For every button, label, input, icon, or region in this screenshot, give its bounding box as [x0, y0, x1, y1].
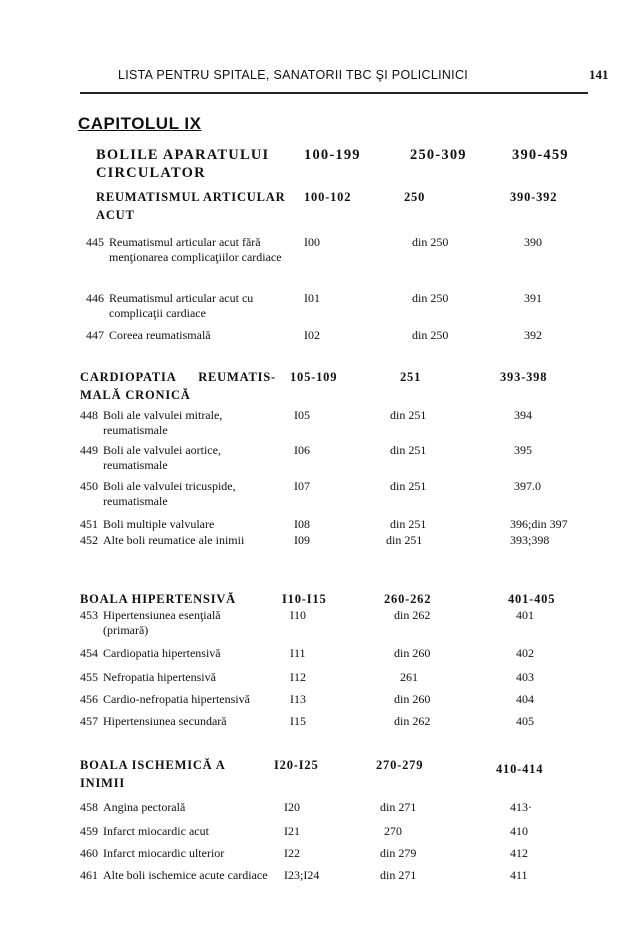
- subsection-icd9cm-range: 410-414: [496, 762, 544, 776]
- row-name: Reumatismul articular acut fără menţionarea complicaţiilor cardiace: [109, 235, 282, 264]
- table-row: [0, 692, 638, 708]
- table-row: [0, 291, 638, 325]
- row-icd9cm: 402: [516, 646, 534, 660]
- row-name: Cardio-nefropatia hipertensivă: [103, 692, 250, 706]
- row-number: 451: [80, 517, 98, 531]
- row-icd10: I00: [304, 235, 320, 249]
- row-icd9cm: 397.0: [514, 479, 541, 493]
- row-icd10: I10: [290, 608, 306, 622]
- subsection-title: BOALA HIPERTENSIVĂ: [80, 592, 237, 606]
- row-icd9: din 279: [380, 846, 417, 860]
- row-icd9cm: 393;398: [510, 533, 550, 547]
- row-name: Boli ale valvulei tricuspide, reumatismale: [103, 479, 236, 508]
- page-number: 141: [589, 67, 609, 82]
- row-number: 445: [86, 235, 104, 249]
- row-icd9cm: 411: [510, 868, 528, 882]
- row-name: Boli ale valvulei mitrale, reumatismale: [103, 408, 223, 437]
- row-icd9cm: 405: [516, 714, 534, 728]
- subsection-icd10-range: 105-109: [290, 370, 338, 384]
- table-row: [0, 868, 638, 900]
- row-icd10: I02: [304, 328, 320, 342]
- row-icd10: I06: [294, 443, 310, 457]
- subsection-title: CARDIOPATIA REUMATIS-MALĂ CRONICĂ: [80, 370, 276, 402]
- row-number: 459: [80, 824, 98, 838]
- row-number: 448: [80, 408, 98, 422]
- table-row: [0, 408, 638, 440]
- row-name: Cardiopatia hipertensivă: [103, 646, 221, 660]
- row-name: Infarct miocardic acut: [103, 824, 209, 838]
- subsection-heading: [0, 756, 638, 792]
- row-icd9: din 260: [394, 646, 431, 660]
- row-icd9cm: 395: [514, 443, 532, 457]
- row-icd10: I01: [304, 291, 320, 305]
- subsection-icd9cm-range: 393-398: [500, 370, 548, 384]
- row-icd10: I09: [294, 533, 310, 547]
- row-icd9: 261: [400, 670, 418, 684]
- row-name: Nefropatia hipertensivă: [103, 670, 216, 684]
- section-title: BOLILE APARATULUI CIRCULATOR: [96, 147, 270, 181]
- row-number: 449: [80, 443, 98, 457]
- subsection-icd9-range: 250: [404, 190, 426, 204]
- row-number: 456: [80, 692, 98, 706]
- subsection-icd10-range: 100-102: [304, 190, 352, 204]
- row-icd10: I21: [284, 824, 300, 838]
- subsection-icd9cm-range: 390-392: [510, 190, 558, 204]
- row-icd9cm: 413·: [510, 800, 532, 814]
- subsection-title: BOALA ISCHEMICĂ A INIMII: [80, 758, 225, 790]
- section-icd10-range: 100-199: [304, 147, 361, 163]
- table-row: [0, 646, 638, 662]
- subsection-heading: [0, 368, 638, 404]
- row-icd9: din 262: [394, 608, 431, 622]
- table-row: [0, 670, 638, 686]
- row-icd9: din 262: [394, 714, 431, 728]
- row-number: 453: [80, 608, 98, 622]
- table-row: [0, 517, 638, 533]
- row-icd9cm: 391: [524, 291, 542, 305]
- subsection-heading: [0, 590, 638, 608]
- row-number: 454: [80, 646, 98, 660]
- row-number: 458: [80, 800, 98, 814]
- row-icd10: I15: [290, 714, 306, 728]
- row-name: Angina pectorală: [103, 800, 186, 814]
- row-number: 461: [80, 868, 98, 882]
- section-icd9cm-range: 390-459: [512, 147, 569, 163]
- row-icd9cm: 410: [510, 824, 528, 838]
- section-icd9-range: 250-309: [410, 147, 467, 163]
- chapter-title: CAPITOLUL IX: [78, 114, 202, 133]
- row-icd9cm: 403: [516, 670, 534, 684]
- row-name: Alte boli ischemice acute cardiace: [103, 868, 268, 882]
- row-icd9: din 250: [412, 328, 449, 342]
- row-icd9cm: 392: [524, 328, 542, 342]
- subsection-icd10-range: I20-I25: [274, 758, 319, 772]
- row-icd10: I22: [284, 846, 300, 860]
- row-icd10: I05: [294, 408, 310, 422]
- row-number: 452: [80, 533, 98, 547]
- row-icd9cm: 396;din 397: [510, 517, 568, 531]
- row-name: Alte boli reumatice ale inimii: [103, 533, 245, 547]
- running-header: LISTA PENTRU SPITALE, SANATORII TBC ŞI POLICLINICI: [118, 68, 469, 82]
- row-number: 447: [86, 328, 104, 342]
- row-icd10: I20: [284, 800, 300, 814]
- row-name: Hipertensiunea esenţială (primară): [103, 608, 221, 637]
- row-icd9: din 251: [386, 533, 423, 547]
- table-row: [0, 479, 638, 511]
- table-row: [0, 235, 638, 285]
- row-icd9cm: 412: [510, 846, 528, 860]
- row-icd9: din 260: [394, 692, 431, 706]
- table-row: [0, 533, 638, 565]
- section-heading: [0, 146, 638, 186]
- table-row: [0, 328, 638, 345]
- row-icd9: din 250: [412, 291, 449, 305]
- row-icd9: din 251: [390, 479, 427, 493]
- subsection-icd9-range: 251: [400, 370, 422, 384]
- row-name: Infarct miocardic ulterior: [103, 846, 225, 860]
- row-number: 457: [80, 714, 98, 728]
- row-icd9cm: 390: [524, 235, 542, 249]
- row-icd9: din 251: [390, 443, 427, 457]
- row-icd9: din 271: [380, 868, 417, 882]
- row-icd9: din 250: [412, 235, 449, 249]
- row-icd9cm: 404: [516, 692, 534, 706]
- header-rule: [80, 92, 588, 94]
- row-icd9cm: 394: [514, 408, 532, 422]
- row-name: Boli ale valvulei aortice, reumatismale: [103, 443, 221, 472]
- row-icd10: I12: [290, 670, 306, 684]
- row-icd10: I23;I24: [284, 868, 320, 882]
- row-icd9cm: 401: [516, 608, 534, 622]
- row-icd9: din 251: [390, 408, 427, 422]
- row-icd9: din 251: [390, 517, 427, 531]
- table-row: [0, 800, 638, 816]
- row-name: Coreea reumatismală: [109, 328, 211, 342]
- row-icd9: din 271: [380, 800, 417, 814]
- row-number: 450: [80, 479, 98, 493]
- subsection-icd9-range: 270-279: [376, 758, 424, 772]
- row-icd9: 270: [384, 824, 402, 838]
- row-number: 446: [86, 291, 104, 305]
- subsection-icd9-range: 260-262: [384, 592, 432, 606]
- table-row: [0, 824, 638, 840]
- row-icd10: I07: [294, 479, 310, 493]
- subsection-heading: [0, 188, 638, 224]
- subsection-title: REUMATISMUL ARTICULAR ACUT: [96, 190, 286, 222]
- row-name: Reumatismul articular acut cu complicaţii cardiace: [109, 291, 254, 320]
- subsection-icd10-range: I10-I15: [282, 592, 327, 606]
- row-icd10: I13: [290, 692, 306, 706]
- table-row: [0, 608, 638, 640]
- row-number: 455: [80, 670, 98, 684]
- subsection-icd9cm-range: 401-405: [508, 592, 556, 606]
- table-row: [0, 846, 638, 862]
- table-row: [0, 443, 638, 475]
- row-icd10: I08: [294, 517, 310, 531]
- row-name: Boli multiple valvulare: [103, 517, 215, 531]
- table-row: [0, 714, 638, 730]
- row-name: Hipertensiunea secundară: [103, 714, 227, 728]
- row-number: 460: [80, 846, 98, 860]
- row-icd10: I11: [290, 646, 306, 660]
